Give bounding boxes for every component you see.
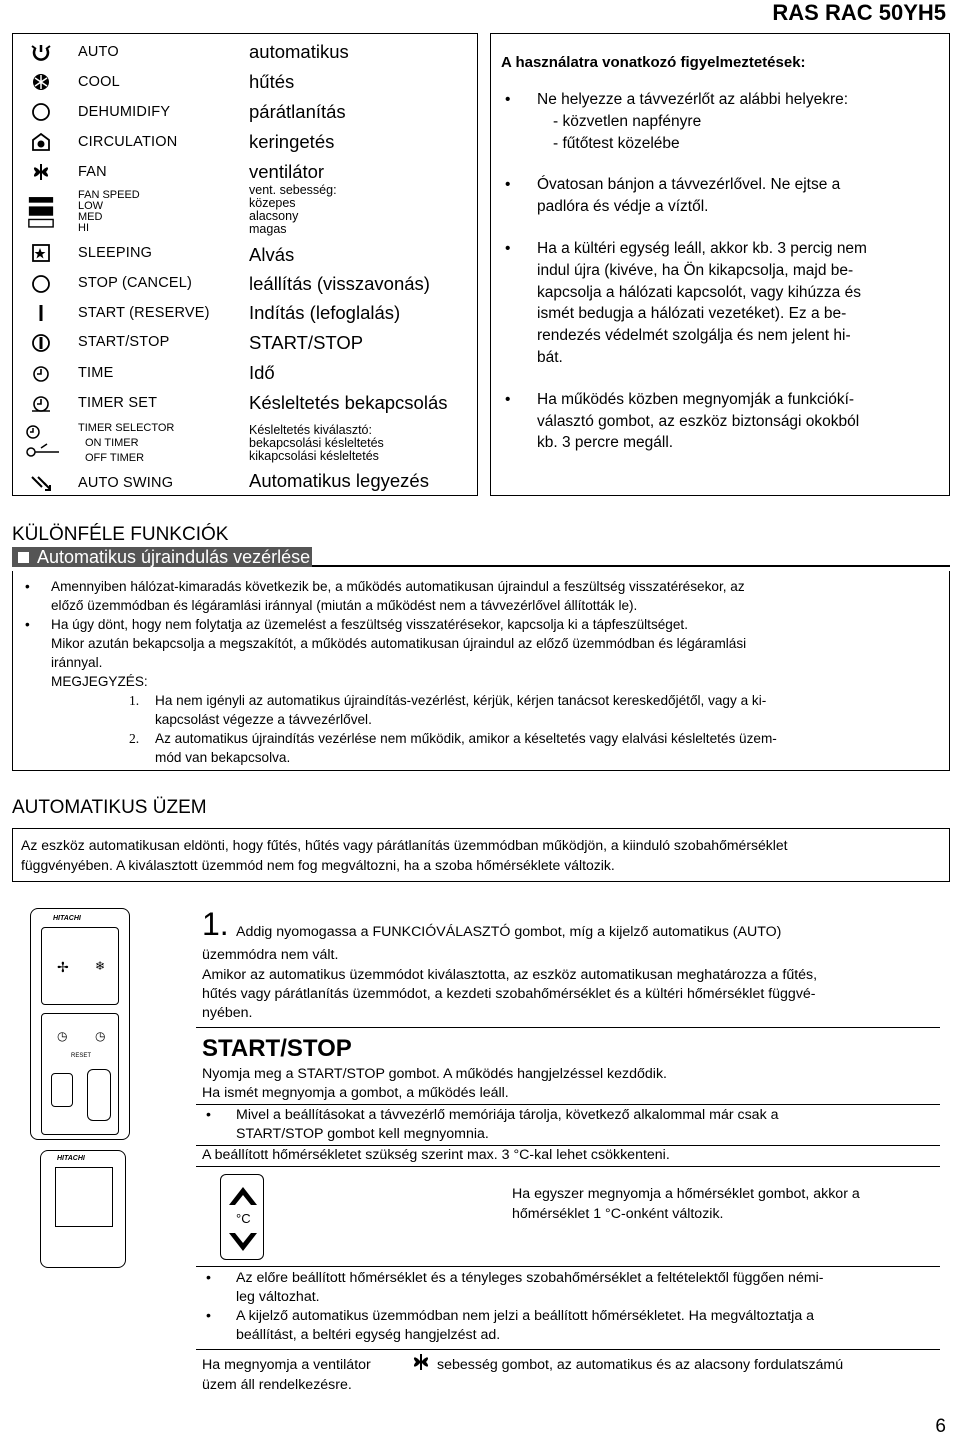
note-item: 1. Ha nem igényli az automatikus újraindítás-vezérlést, kérjük, kérjen tanácsot kereskedőjétől, vagy a ki- kapcsolást végezze a távvezérlővel. <box>129 693 767 727</box>
fan-speed-hi: HI <box>78 222 89 234</box>
temperature-note-line: Ha egyszer megnyomja a hőmérséklet gombot, akkor a <box>512 1186 860 1202</box>
sleeping-icon <box>27 242 55 264</box>
note-item: 2. Az automatikus újraindítás vezérlése nem működik, amikor a késeltetés vagy elalvási késleltetés üzem- mód van bekapcsolva. <box>129 731 777 765</box>
remote-brand: HITACHI <box>53 915 81 922</box>
start-stop-icon <box>27 332 55 354</box>
legend-label-fan: FAN <box>78 164 107 180</box>
timer-set-small-icon: ◷ <box>95 1029 106 1043</box>
auto-box: Az eszköz automatikusan eldönti, hogy fűtés, hűtés vagy párátlanítás üzemmódban működjön, a kiinduló szobahőmérséklet függvényében. A kiválasztott üzemmód nem fog megváltozni, ha a szoba hőmérséklete változik. <box>12 828 950 882</box>
startstop-line: Ha ismét megnyomja a gombot, a működés leáll. <box>202 1085 509 1101</box>
legend-hu-time: Idő <box>249 362 275 383</box>
fan-speed-hu-3: magas <box>249 222 287 236</box>
fan-speed-hu-2: alacsony <box>249 209 299 223</box>
startstop-bullet: • Az előre beállított hőmérséklet és a tényleges szobahőmérséklet a feltételektől függően némi- leg változhat. <box>202 1269 932 1307</box>
legend-label-dehumidify: DEHUMIDIFY <box>78 104 171 120</box>
step1-line: Amikor az automatikus üzemmódot kiválasztotta, az eszköz automatikusan meghatározza a fűtés, <box>202 967 818 983</box>
step1-line: Addig nyomogassa a FUNKCIÓVÁLASZTÓ gombot, míg a kijelző automatikus (AUTO) <box>236 924 782 940</box>
auto-icon <box>27 42 55 64</box>
cool-icon <box>27 71 55 93</box>
timer-set-icon <box>27 392 55 414</box>
fan-note-line: üzem áll rendelkezésre. <box>202 1377 352 1393</box>
legend-hu-circulation: keringetés <box>249 131 335 152</box>
startstop-bullet: • A kijelző automatikus üzemmódban nem jelzi a beállított hőmérsékletet. Ha megváltoztatja a beállítást, a beltéri egység hangjelzést ad. <box>202 1307 932 1345</box>
legend-hu-stop: leállítás (visszavonás) <box>249 273 430 294</box>
legend-label-timer-set: TIMER SET <box>78 395 158 411</box>
legend-hu-cool: hűtés <box>249 71 295 92</box>
fan-icon <box>27 161 55 183</box>
legend-label-auto-swing: AUTO SWING <box>78 475 174 491</box>
restart-box <box>12 571 950 771</box>
fan-speed-title: FAN SPEED <box>78 189 140 201</box>
timer-selector-on: ON TIMER <box>85 437 139 449</box>
temperature-note-line: hőmérséklet 1 °C-onként változik. <box>512 1206 724 1222</box>
startstop-bullet: • Mivel a beállításokat a távvezérlő memóriája tárolja, következő alkalommal már csak a START/STOP gombot kell megnyomnia. <box>202 1106 922 1144</box>
startstop-line: A beállított hőmérsékletet szükség szerint max. 3 °C-kal lehet csökkenteni. <box>202 1147 670 1163</box>
icon-legend-box <box>12 33 478 496</box>
reset-label: RESET <box>71 1053 92 1059</box>
legend-label-cool: COOL <box>78 74 120 90</box>
section-title-auto: AUTOMATIKUS ÜZEM <box>12 797 207 818</box>
fan-small-icon: ✢ <box>57 959 69 975</box>
circulation-icon <box>27 131 55 153</box>
fan-note-line: sebesség gombot, az automatikus és az alacsony fordulatszámú <box>437 1357 844 1373</box>
temperature-button-illustration <box>220 1174 264 1260</box>
legend-label-stop: STOP (CANCEL) <box>78 275 193 291</box>
timer-selector-hu-title: Késleltetés kiválasztó: <box>249 423 372 437</box>
timer-selector-off: OFF TIMER <box>85 452 145 464</box>
restart-bullet: • Amennyiben hálózat-kimaradás következik be, a működés automatikusan újraindul a feszültség visszatérésekor, az előző üzemmódban és légáramlási iránnyal (miután a működést nem a távvezérlővel állították le). <box>21 577 943 615</box>
restart-paragraph: Mikor azután bekapcsolja a megszakítót, a működés automatikusan újraindul az előző üzemmódban és légáramlási iránnyal. <box>51 636 747 670</box>
svg-text:°C: °C <box>236 1211 251 1226</box>
legend-hu-fan: ventilátor <box>249 161 325 182</box>
fan-icon-inline <box>410 1352 432 1377</box>
fan-speed-hu-1: közepes <box>249 196 296 210</box>
legend-hu-timer-set: Késleltetés bekapcsolás <box>249 392 448 413</box>
legend-label-auto: AUTO <box>78 44 119 60</box>
startstop-title: START/STOP <box>202 1035 352 1062</box>
timer-small-icon: ◷ <box>57 1029 68 1043</box>
fan-speed-hu-title: vent. sebesség: <box>249 183 337 197</box>
warnings-title: A használatra vonatkozó figyelmeztetések: <box>501 54 806 71</box>
legend-label-circulation: CIRCULATION <box>78 134 178 150</box>
timer-selector-icon <box>23 422 63 462</box>
auto-swing-icon <box>27 472 55 494</box>
page-number: 6 <box>935 1416 946 1437</box>
start-icon <box>27 302 55 324</box>
legend-label-start: START (RESERVE) <box>78 305 210 321</box>
startstop-line: Nyomja meg a START/STOP gombot. A működés hangjelzéssel kezdődik. <box>202 1066 667 1082</box>
legend-hu-sleeping: Alvás <box>249 244 295 265</box>
fan-speed-icon <box>27 192 55 232</box>
remote-brand-2: HITACHI <box>57 1155 85 1162</box>
legend-hu-auto: automatikus <box>249 41 349 62</box>
model-number: RAS RAC 50YH5 <box>772 0 946 25</box>
legend-label-sleeping: SLEEPING <box>78 245 153 261</box>
legend-label-time: TIME <box>78 365 114 381</box>
warning-item: • Ha működés közben megnyomják a funkciókí- választó gombot, az eszköz biztonsági okokból kb. 3 percre megáll. <box>501 389 937 454</box>
step1-line: hűtés vagy párátlanítás üzemmódot, a kezdeti szobahőmérséklet és a kültéri hőmérséklet függvé- <box>202 986 816 1002</box>
fan-speed-med: MED <box>78 211 103 223</box>
fan-speed-low: LOW <box>78 200 104 212</box>
step-number-1: 1. <box>202 906 229 942</box>
step1-line: üzemmódra nem vált. <box>202 947 339 963</box>
note-label: MEGJEGYZÉS: <box>51 674 148 689</box>
usage-warnings-box <box>490 33 950 496</box>
legend-hu-start: Indítás (lefoglalás) <box>249 302 401 323</box>
remote-temperature-illustration <box>40 1150 126 1268</box>
warning-item: • Ha a kültéri egység leáll, akkor kb. 3 percig nem indul újra (kivéve, ha Ön kikapcsolja, majd be- kapcsolja a hálózati kapcsolót, vagy kihúzza és ismét bedugja a hálózati vezetéket). Ez a be- rendezés védelmét szolgálja és nem jelent hi- bát. <box>501 238 937 369</box>
section-title-misc: KÜLÖNFÉLE FUNKCIÓK <box>12 524 229 545</box>
timer-selector-hu-1: bekapcsolási késleltetés <box>249 436 384 450</box>
fan-note-line: Ha megnyomja a ventilátor <box>202 1357 371 1373</box>
restart-bullet: • Ha úgy dönt, hogy nem folytatja az üzemelést a feszültség visszatérésekor, kapcsolja ki a tápfeszültséget. <box>21 615 943 634</box>
warning-item: • Ne helyezze a távvezérlőt az alábbi helyekre: - közvetlen napfényre - fűtőtest közelébe <box>501 89 937 154</box>
stop-icon <box>27 273 55 295</box>
remote-control-illustration <box>30 908 130 1140</box>
timer-selector-hu-2: kikapcsolási késleltetés <box>249 449 379 463</box>
legend-hu-dehumidify: párátlanítás <box>249 101 346 122</box>
time-icon <box>27 363 55 385</box>
legend-label-start-stop: START/STOP <box>78 334 170 350</box>
legend-hu-auto-swing: Automatikus legyezés <box>249 470 429 491</box>
restart-heading-bar <box>12 547 950 567</box>
restart-title: Automatikus újraindulás vezérlése <box>37 547 311 567</box>
dehumidify-icon <box>27 101 55 123</box>
cool-small-icon: ❄ <box>95 959 106 973</box>
square-bullet-icon <box>18 552 29 563</box>
warning-item: • Óvatosan bánjon a távvezérlővel. Ne ejtse a padlóra és védje a víztől. <box>501 174 937 218</box>
step1-line: nyében. <box>202 1005 253 1021</box>
timer-selector-title: TIMER SELECTOR <box>78 422 175 434</box>
legend-hu-start-stop: START/STOP <box>249 332 364 353</box>
